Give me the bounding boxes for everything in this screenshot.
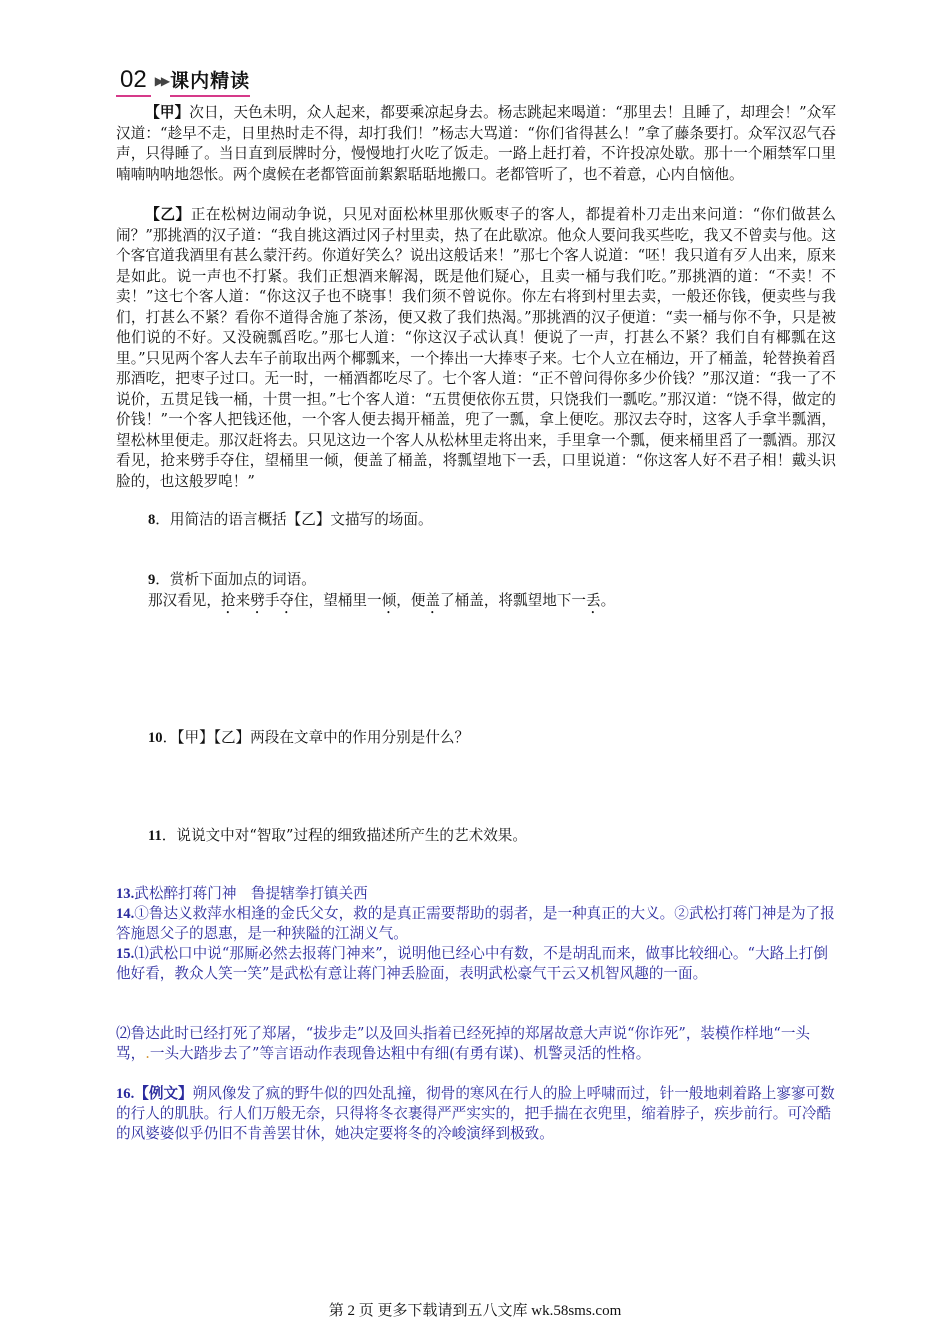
dotted-word: 盖	[425, 592, 441, 609]
answer-text: ①鲁达义救萍水相逢的金氏父女，救的是真正需要帮助的弱者，是一种真正的大义。②武松打蒋门神是为了报答施恩父子的恩惠，是一种狭隘的江湖义气。	[116, 905, 835, 942]
dotted-word: 劈	[250, 592, 265, 609]
dotted-word: 倾	[381, 592, 397, 609]
dotted-word: 丢	[585, 592, 601, 609]
question-number: 9	[148, 572, 156, 588]
question-text: ．【甲】【乙】两段在文章中的作用分别是什么？	[162, 729, 470, 746]
answer-14	[116, 904, 838, 944]
passage-yi	[116, 205, 836, 492]
question-11	[148, 826, 838, 846]
dotted-word: 夺	[279, 592, 295, 609]
answer-number: 15.	[116, 946, 135, 962]
quote-text: 了桶盖，将瓢望地下一	[440, 592, 586, 609]
quote-text: 来	[235, 592, 251, 609]
dotted-word: 抢	[220, 592, 236, 609]
quote-text: 那汉看见，	[148, 592, 221, 609]
question-10	[148, 728, 838, 748]
passage-jia	[116, 103, 836, 185]
quote-text: 。	[600, 592, 616, 609]
answer-16	[116, 1084, 838, 1144]
question-text: ．说说文中对“智取”过程的细致描述所产生的艺术效果。	[161, 827, 527, 844]
quote-text: 住，望桶里一	[294, 592, 382, 609]
question-number: 11	[148, 828, 162, 844]
example-label: 【例文】	[134, 1086, 193, 1102]
question-text: ．赏析下面加点的词语。	[155, 571, 316, 588]
quote-text: 手	[264, 592, 280, 609]
question-9	[148, 570, 838, 590]
answer-text: ⑴武松口中说“那厮必然去报蒋门神来”，说明他已经心中有数，不是胡乱而来，做事比较细心。“大路上打倒他好看，教众人笑一笑”是武松有意让蒋门神丢脸面，表明武松豪气干云又机智风趣的一面。	[116, 945, 828, 982]
double-arrow-icon: ▶▶	[154, 74, 168, 88]
answer-text: 朔风像发了疯的野牛似的四处乱撞，彻骨的寒风在行人的脸上呼啸而过，针一般地刺着路上寥寥可数的行人的肌肤。行人们万般无奈，只得将冬衣裹得严严实实的，把手揣在衣兜里，缩着脖子，疾步前行。可冷酷的风婆婆似乎仍旧不肯善罢甘休，她决定要将冬的冷峻演绎到极致。	[116, 1085, 835, 1142]
section-number: 02	[116, 66, 151, 97]
page-footer: 第 2 页 更多下载请到五八文库 wk.58sms.com	[328, 1303, 622, 1319]
answer-text: ⑵鲁达此时已经打死了郑屠，“拔步走”以及回头指着已经死掉的郑屠故意大声说“你诈死”，装模作样地“一头骂，	[116, 1025, 811, 1062]
question-number: 8	[148, 512, 156, 528]
section-title: 课内精读	[170, 66, 250, 97]
question-text: ．用简洁的语言概括【乙】文描写的场面。	[155, 511, 433, 528]
answer-number: 16.	[116, 1086, 135, 1102]
answer-number: 14.	[116, 906, 135, 922]
question-9-quote	[148, 591, 615, 617]
answer-15-part2	[116, 1024, 838, 1064]
answer-text: 一头大踏步去了”等言语动作表现鲁达粗中有细(有勇有谋)、机警灵活的性格。	[149, 1045, 651, 1062]
question-number: 10	[148, 730, 163, 746]
question-8	[148, 510, 838, 530]
passage-yi-text: 正在松树边闹动争说，只见对面松林里那伙贩枣子的客人，都提着朴刀走出来问道：“你们做甚么闹？”那挑酒的汉子道：“我自挑这酒过冈子村里卖，热了在此歇凉。他众人要问我买些吃，我又不曾卖与他。这个客官道我酒里有甚么蒙汗药。你道好笑么？说出这般话来！”那七个客人说道：“呸！我只道有歹人出来，原来是如此。说一声也不打紧。我们正想酒来解渴，既是他们疑心，且卖一桶与我们吃。”那挑酒的道：“不卖！不卖！”这七个客人道：“你这汉子也不晓事！我们须不曾说你。你左右将到村里去卖，一般还你钱，便卖些与我们，打甚么不紧？看你不道得舍施了茶汤，便又救了我们热渴。”那挑酒的汉子便道：“卖一桶与你不争，只是被他们说的不好。又没碗瓢舀吃。”那七人道：“你这汉子忒认真！便说了一声，打甚么不紧？我们自有椰瓢在这里。”只见两个客人去车子前取出两个椰瓢来，一个捧出一大捧枣子来。七个人立在桶边，开了桶盖，轮替换着舀那酒吃，把枣子过口。无一时，一桶酒都吃尽了。七个客人道：“正不曾问得你多少价钱？”那汉道：“我一了不说价，五贯足钱一桶，十贯一担。”七个客人道：“五贯便依你五贯，只饶我们一瓢吃。”那汉道：“饶不得，做定的价钱！”一个客人把钱还他，一个客人便去揭开桶盖，兜了一瓢，拿上便吃。那汉去夺时，这客人手拿半瓢酒，望松林里便走。那汉赶将去。只见这边一个客人从松林里走将出来，手里拿一个瓢，便来桶里舀了一瓢酒。那汉看见，抢来劈手夺住，望桶里一倾，便盖了桶盖，将瓢望地下一丢，口里说道：“你这客人好不君子相！戴头识脸的，也这般罗唣！”	[116, 206, 836, 490]
passage-yi-label: 【乙】	[145, 206, 191, 223]
section-header	[116, 64, 250, 98]
answer-13	[116, 884, 838, 904]
answer-number: 13.	[116, 886, 135, 902]
answer-text: 武松醉打蒋门神 鲁提辖拳打镇关西	[134, 885, 368, 902]
passage-jia-label: 【甲】	[145, 104, 190, 121]
small-mark-icon: .	[145, 1045, 150, 1062]
passage-jia-text: 次日，天色未明，众人起来，都要乘凉起身去。杨志跳起来喝道：“那里去！且睡了，却理会！”众军汉道：“趁早不走，日里热时走不得，却打我们！”杨志大骂道：“你们省得甚么！”拿了藤条要打。众军汉忍气吞声，只得睡了。当日直到辰牌时分，慢慢地打火吃了饭走。一路上赶打着，不许投凉处歇。那十一个厢禁军口里喃喃呐呐地怨怅。两个虞候在老都管面前絮絮聒聒地搬口。老都管听了，也不着意，心内自恼他。	[116, 104, 836, 183]
answer-15	[116, 944, 838, 984]
quote-text: ，便	[396, 592, 426, 609]
